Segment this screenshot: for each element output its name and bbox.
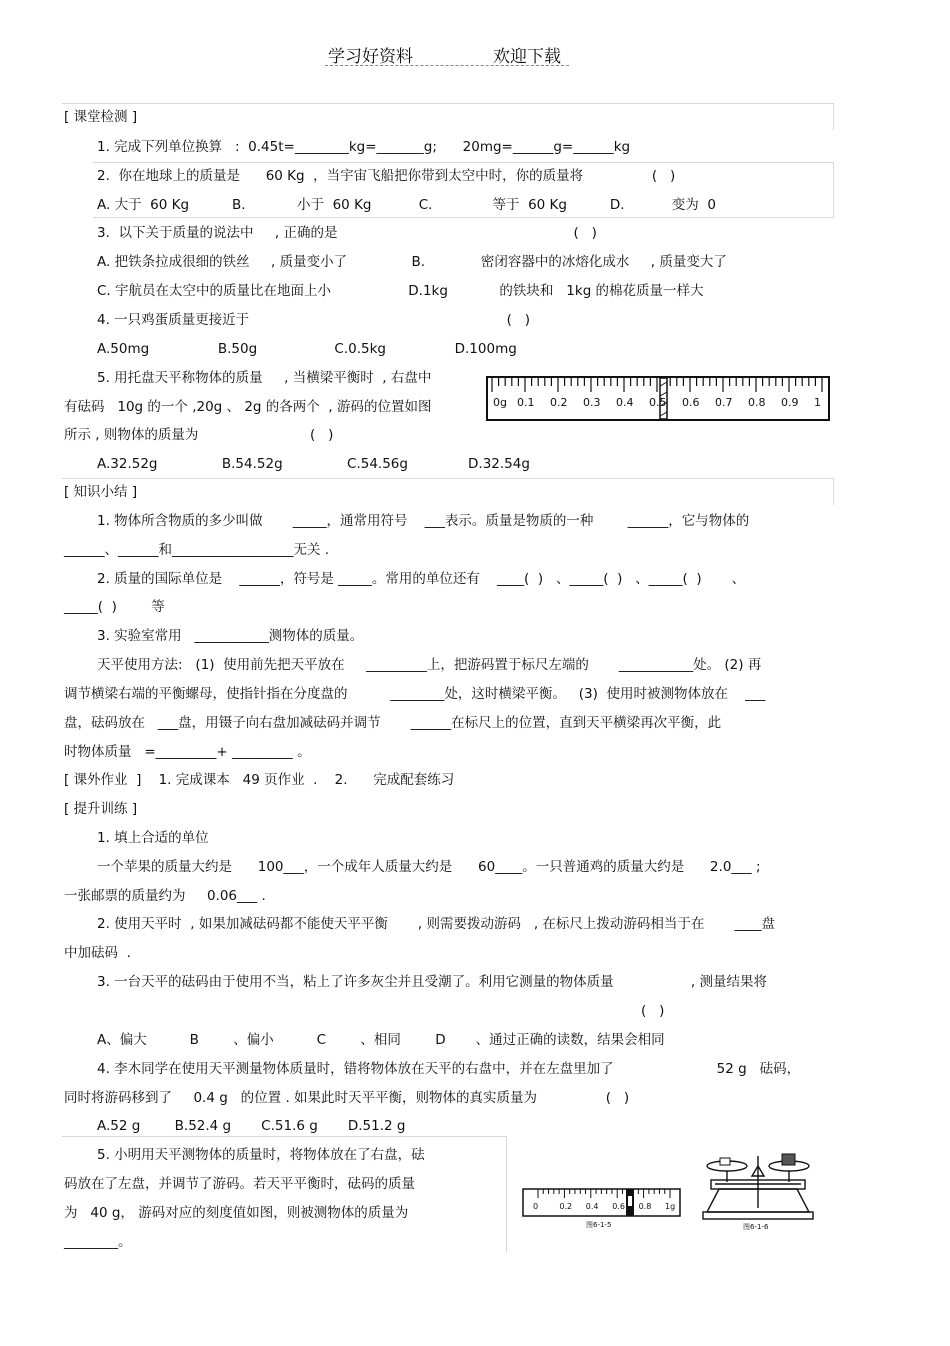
q2-text: 2. 你在地球上的质量是 60 Kg ，当宇宙飞船把你带到太空中时，你的质量将 ( ) bbox=[97, 168, 676, 184]
rider-scale-label: 0.2 bbox=[550, 396, 568, 409]
p4-options: A.52 g B.52.4 g C.51.6 g D.51.2 g bbox=[97, 1118, 406, 1134]
q4-options: A.50mg B.50g C.0.5kg D.100mg bbox=[97, 341, 517, 357]
scale-label: 0.4 bbox=[585, 1202, 599, 1211]
weight-on-pan bbox=[782, 1154, 795, 1165]
summary-line-7: 调节横梁右端的平衡螺母，使指针指在分度盘的 ________处，这时横梁平衡。 (3) 使用时被测物体放在 ___ bbox=[64, 686, 766, 702]
q4-text: 4. 一只鸡蛋质量更接近于 ( ) bbox=[97, 312, 531, 328]
scale-label: 0.8 bbox=[638, 1202, 652, 1211]
figure-caption-6-1-6: 图6-1-6 bbox=[743, 1223, 769, 1231]
summary-line-3: 2. 质量的国际单位是 ______，符号是 _____。常用的单位还有 ____( ) 、_____( ) 、_____( ) 、 bbox=[97, 571, 746, 587]
scale-figure-6-1-5 bbox=[522, 1188, 682, 1230]
rider-scale-label: 0.9 bbox=[781, 396, 799, 409]
scale-label: 1g bbox=[665, 1202, 676, 1211]
q5-line-2: 有砝码 10g 的一个 ,20g 、 2g 的各两个 , 游码的位置如图 bbox=[64, 399, 432, 415]
p1-title: 1. 填上合适的单位 bbox=[97, 830, 209, 846]
summary-line-8: 盘，砝码放在 ___盘，用镊子向右盘加减砝码并调节 ______在标尺上的位置，直到天平横梁再次平衡，此 bbox=[64, 715, 722, 731]
summary-line-9: 时物体质量 =_________+ _________ 。 bbox=[64, 744, 311, 760]
p4-line-2: 同时将游码移到了 0.4 g 的位置 . 如果此时天平平衡，则物体的真实质量为 ( ) bbox=[64, 1090, 630, 1106]
q3-options-cd: C. 宇航员在太空中的质量比在地面上小 D.1kg 的铁块和 1kg 的棉花质量一样大 bbox=[97, 283, 704, 299]
p5-line-4: ________。 bbox=[64, 1234, 132, 1250]
q3-options-ab: A. 把铁条拉成很细的铁丝 , 质量变小了 B. 密闭容器中的冰熔化成水 , 质量变大了 bbox=[97, 254, 727, 270]
summary-heading: [ 知识小结 ] bbox=[64, 484, 138, 500]
rider-scale-label: 0.5 bbox=[649, 396, 667, 409]
summary-line-6: 天平使用方法: (1) 使用前先把天平放在 _________上，把游码置于标尺左端的 ___________处。 (2) 再 bbox=[97, 657, 762, 673]
advanced-heading: [ 提升训练 ] bbox=[64, 801, 138, 817]
p5-line-1: 5. 小明用天平测物体的质量时，将物体放在了右盘，砝 bbox=[97, 1147, 425, 1163]
rider-scale-label: 0.6 bbox=[682, 396, 700, 409]
summary-line-4: _____( ) 等 bbox=[64, 599, 165, 615]
p1-line-2: 一张邮票的质量约为 0.06___ . bbox=[64, 888, 266, 904]
scale-label: 0.6 bbox=[612, 1202, 625, 1211]
q5-line-3: 所示 , 则物体的质量为 ( ) bbox=[64, 427, 334, 443]
q2-options: A. 大于 60 Kg B. 小于 60 Kg C. 等于 60 Kg D. 变为 0 bbox=[97, 197, 716, 213]
balance-figure-6-1-6 bbox=[697, 1146, 819, 1234]
scale-label: 0.2 bbox=[559, 1202, 573, 1211]
p2-line-2: 中加砝码 . bbox=[64, 945, 131, 961]
p1-line-1: 一个苹果的质量大约是 100___，一个成年人质量大约是 60____。一只普通鸡的质量大约是 2.0___ ; bbox=[97, 859, 761, 875]
summary-line-2: ______、______和__________________无关 . bbox=[64, 542, 330, 558]
classroom-frame bbox=[62, 103, 834, 130]
q5-line-1: 5. 用托盘天平称物体的质量 , 当横梁平衡时 , 右盘中 bbox=[97, 370, 432, 386]
header-dashed-rule bbox=[325, 65, 569, 66]
rider-scale-label: 0.8 bbox=[748, 396, 766, 409]
p5-line-2: 码放在了左盘，并调节了游码。若天平平衡时，砝码的质量 bbox=[64, 1176, 415, 1192]
rider-scale-label: 1 bbox=[814, 396, 821, 409]
p3-line-1: 3. 一台天平的砝码由于使用不当，粘上了许多灰尘并且受潮了。利用它测量的物体质量 , 测量结果将 bbox=[97, 974, 767, 990]
rider-scale-label: 0.7 bbox=[715, 396, 733, 409]
p2-line-1: 2. 使用天平时 , 如果加减砝码都不能使天平平衡 , 则需要拨动游码 , 在标尺上拨动游码相当于在 ____盘 bbox=[97, 916, 775, 932]
p4-line-1: 4. 李木同学在使用天平测量物体质量时，错将物体放在天平的右盘中，并在左盘里加了 52 g 砝码， bbox=[97, 1061, 801, 1077]
page-header bbox=[0, 40, 950, 70]
rider-scale-figure bbox=[486, 376, 831, 422]
header-left-text: 学习好资料 bbox=[328, 47, 413, 67]
object-on-pan bbox=[720, 1158, 730, 1165]
q3-text: 3. 以下关于质量的说法中 , 正确的是 ( ) bbox=[97, 225, 597, 241]
figure-caption-6-1-5: 图6-1-5 bbox=[586, 1221, 612, 1229]
p5-line-3: 为 40 g， 游码对应的刻度值如图，则被测物体的质量为 bbox=[64, 1205, 409, 1221]
rider-scale-label: 0.4 bbox=[616, 396, 634, 409]
homework-line: [ 课外作业 ] 1. 完成课本 49 页作业 . 2. 完成配套练习 bbox=[64, 772, 455, 788]
scale-rider-window bbox=[628, 1196, 632, 1206]
q5-options: A.32.52g B.54.52g C.54.56g D.32.54g bbox=[97, 456, 530, 472]
rider-scale-label: 0.1 bbox=[517, 396, 535, 409]
summary-line-5: 3. 实验室常用 ___________测物体的质量。 bbox=[97, 628, 364, 644]
p3-line-2: ( ) bbox=[641, 1003, 665, 1019]
q1-text: 1. 完成下列单位换算 : 0.45t=________kg=_______g; 20mg=______g=______kg bbox=[97, 139, 631, 155]
summary-line-1: 1. 物体所含物质的多少叫做 _____，通常用符号 ___表示。质量是物质的一种 ______，它与物体的 bbox=[97, 513, 750, 529]
classroom-heading: [ 课堂检测 ] bbox=[64, 109, 138, 125]
balance-base bbox=[703, 1212, 813, 1219]
p3-options: A、偏大 B 、偏小 C 、相同 D 、通过正确的读数，结果会相同 bbox=[97, 1032, 665, 1048]
rider-scale-label: 0.3 bbox=[583, 396, 601, 409]
scale-label: 0 bbox=[533, 1202, 539, 1211]
header-right-text: 欢迎下载 bbox=[493, 47, 561, 67]
rider-scale-label: 0g bbox=[493, 396, 507, 409]
summary-frame bbox=[62, 478, 834, 505]
